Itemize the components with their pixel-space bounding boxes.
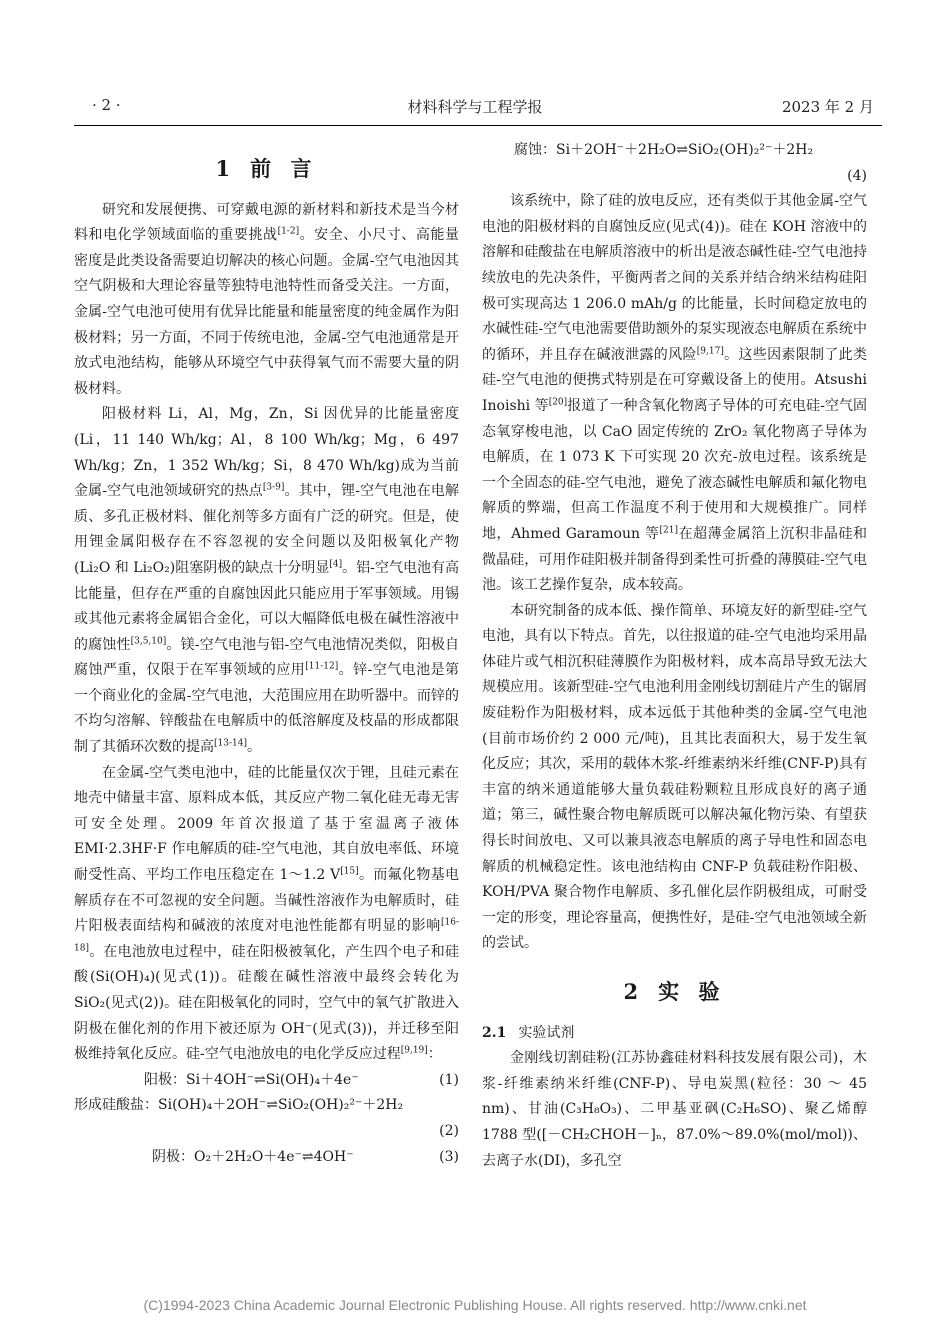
intro-paragraph-2: 阳极材料 Li，Al，Mg，Zn，Si 因优异的比能量密度(Li，11 140 Wh/kg；Al，8 100 Wh/kg；Mg，6 497 Wh/kg；Zn，1 352 Wh/kg；Si，8 470 Wh/kg)成为当前金属-空气电池领域研究的热点[3-9]。其中，锂-空气电池在电解质、多孔正极材料、催化剂等多方面有广泛的研究。但是，使用锂金属阳极存在不容忽视的安全问题以及阳极氧化产物(Li₂O 和 Li₂O₂)阻塞阴极的缺点十分明显[4]。铝-空气电池有高比能量，但存在严重的自腐蚀因此只能应用于军事领域。用锡或其他元素将金属铝合金化，可以大幅降低电极在碱性溶液中的腐蚀性[3,5,10]。镁-空气电池与铝-空气电池情况类似，阳极自腐蚀严重，仅限于在军事领域的应用[11-12]。锌-空气电池是第一个商业化的金属-空气电池，大范围应用在助听器中。而锌的不均匀溶解、锌酸盐在电解质中的低溶解度及枝晶的形成都限制了其循环次数的提高[13-14]。 (74, 406, 460, 756)
page-number: · 2 · (92, 96, 121, 114)
citation: [20] (548, 397, 568, 408)
header-rule (74, 125, 882, 126)
equation-4: 腐蚀：Si＋2OH⁻＋2H₂O⇌SiO₂(OH)₂²⁻＋2H₂ (514, 142, 814, 158)
intro-paragraph-5: 本研究制备的成本低、操作简单、环境友好的新型硅-空气电池，具有以下特点。首先，以往报道的硅-空气电池均采用晶体硅片或气相沉积硅薄膜作为阳极材料，成本高昂导致无法大规模应用。该新型硅-空气电池利用金刚线切割硅片产生的锯屑废硅粉作为阳极材料，成本远低于其他种类的金属-空气电池(目前市场价约 2 000 元/吨)，且其比表面积大，易于发生氧化反应；其次，采用的载体木浆-纤维素纳米纤维(CNF-P)具有丰富的纳米通道能够大量负载硅粉颗粒且形成良好的离子通道；第三，碱性聚合物电解质既可以解决氟化物污染、有望获得长时间放电、又可以兼具液态电解质的离子导电性和固态电解质的机械稳定性。该电池结构由 CNF-P 负载硅粉作阳极、KOH/PVA 聚合物作电解质、多孔催化层作阴极组成，可耐受一定的形变，理论容量高，便携性好，是硅-空气电池领域全新的尝试。 (482, 602, 867, 952)
copyright-footer: (C)1994-2023 China Academic Journal Electronic Publishing House. All rights reserved. http://www.cnki.net (143, 1297, 807, 1313)
equation-number: (2) (439, 1122, 459, 1139)
citation: [1-2] (277, 226, 300, 237)
citation: [15] (340, 866, 359, 877)
citation: [13-14] (214, 738, 247, 749)
equation-3: 阴极：O₂＋2H₂O＋4e⁻⇌4OH⁻ (3) (74, 1145, 459, 1171)
equation-1: 阳极：Si＋4OH⁻⇌Si(OH)₄＋4e⁻ (1) (74, 1068, 459, 1094)
citation: [4] (329, 559, 343, 570)
citation: [9,17] (696, 346, 724, 357)
equation-2: 形成硅酸盐：Si(OH)₄＋2OH⁻⇌SiO₂(OH)₂²⁻＋2H₂ (74, 1097, 404, 1114)
journal-name: 材料科学与工程学报 (407, 98, 543, 116)
section-number: 2 (623, 979, 645, 1004)
citation: [21] (659, 525, 679, 536)
equation-number: (3) (439, 1148, 459, 1165)
intro-paragraph-4: 该系统中，除了硅的放电反应，还有类似于其他金属-空气电池的阳极材料的自腐蚀反应(见式(4))。硅在 KOH 溶液中的溶解和硅酸盐在电解质溶液中的析出是液态碱性硅-空气电池持续放电的先决条件，平衡两者之间的关系并结合纳米结构硅阳极可实现高达 1 206.0 mAh/g 的比能量，长时间稳定放电的水碱性硅-空气电池需要借助额外的泵实现液态电解质在系统中的循环，并且存在碱液泄露的风险[9,17]。这些因素限制了此类硅-空气电池的便携式特别是在可穿戴设备上的使用。Atsushi Inoishi 等[20]报道了一种含氧化物离子导体的可充电硅-空气固态氧穿梭电池，以 CaO 固定传统的 ZrO₂ 氧化物离子导体为电解质，在 1 073 K 下可实现 20 次充-放电过程。该系统是一个全固态的硅-空气电池，避免了液态碱性电解质和氟化物电解质的弊端，但高工作温度不利于使用和大规模推广。同样地，Ahmed Garamoun 等[21]在超薄金属箔上沉积非晶硅和微晶硅，可用作硅阳极并制备得到柔性可折叠的薄膜硅-空气电池。该工艺操作复杂，成本较高。 (482, 193, 868, 594)
equation-number: (1) (439, 1071, 459, 1088)
citation: [3-9] (262, 482, 285, 493)
intro-paragraph-3: 在金属-空气类电池中，硅的比能量仅次于锂，且硅元素在地壳中储量丰富、原料成本低，其反应产物二氧化硅无毒无害可安全处理。2009 年首次报道了基于室温离子液体 EMI·2.3HF·F 作电解质的硅-空气电池，其自放电率低、环境耐受性高、平均工作电压稳定在 1～1.2 V[15]。而氟化物基电解质存在不可忽视的安全问题。当碱性溶液作为电解质时，硅片阳极表面结构和碱液的浓度对电池性能都有明显的影响[16-18]。在电池放电过程中，硅在阳极被氧化，产生四个电子和硅酸(Si(OH)₄)(见式(1))。硅酸在碱性溶液中最终会转化为 SiO₂(见式(2))。硅在阳极氧化的同时，空气中的氧气扩散进入阴极在催化剂的作用下被还原为 OH⁻(见式(3))，并迁移至阳极维持氧化反应。硅-空气电池放电的电化学反应过程[9,19]： (74, 764, 460, 1063)
intro-paragraph-1: 研究和发展便携、可穿戴电源的新材料和新技术是当今材料和电化学领域面临的重要挑战[1-2]。安全、小尺寸、高能量密度是此类设备需要迫切解决的核心问题。金属-空气电池因其空气阴极和大理论容量等独特电池特性而备受关注。一方面，金属-空气电池可使用有优异比能量和能量密度的纯金属作为阳极材料；另一方面，不同于传统电池，金属-空气电池通常是开放式电池结构，能够从环境空气中获得氧气而不需要大量的阴极材料。 (74, 201, 460, 397)
citation: [11-12] (305, 661, 339, 672)
equation-number: (4) (847, 167, 867, 184)
left-column (74, 138, 459, 1170)
section-heading-experiment (482, 979, 867, 1005)
citation: [9,19] (400, 1045, 428, 1056)
materials-paragraph: 金刚线切割硅粉(江苏协鑫硅材料科技发展有限公司)，木浆-纤维素纳米纤维(CNF-P)、导电炭黑(粒径：30 ～ 45 nm)、甘油(C₃H₈O₃)、二甲基亚砜(C₂H₆SO)、聚乙烯醇 1788 型([－CH₂CHOH－]ₙ，87.0%～89.0%(mol/mol))、去离子水(DI)，多孔空 (482, 1050, 867, 1169)
section-title: 实 验 (658, 979, 726, 1004)
subsection-heading: 2.1 实验试剂 (482, 1024, 575, 1041)
section-title: 前 言 (250, 156, 318, 181)
section-heading-intro (74, 156, 459, 182)
right-column (482, 138, 867, 1174)
citation: [3,5,10] (130, 636, 167, 647)
citation: [16-18] (74, 917, 459, 954)
issue-date: 2023 年 2 月 (781, 98, 874, 116)
section-number: 1 (215, 156, 237, 181)
